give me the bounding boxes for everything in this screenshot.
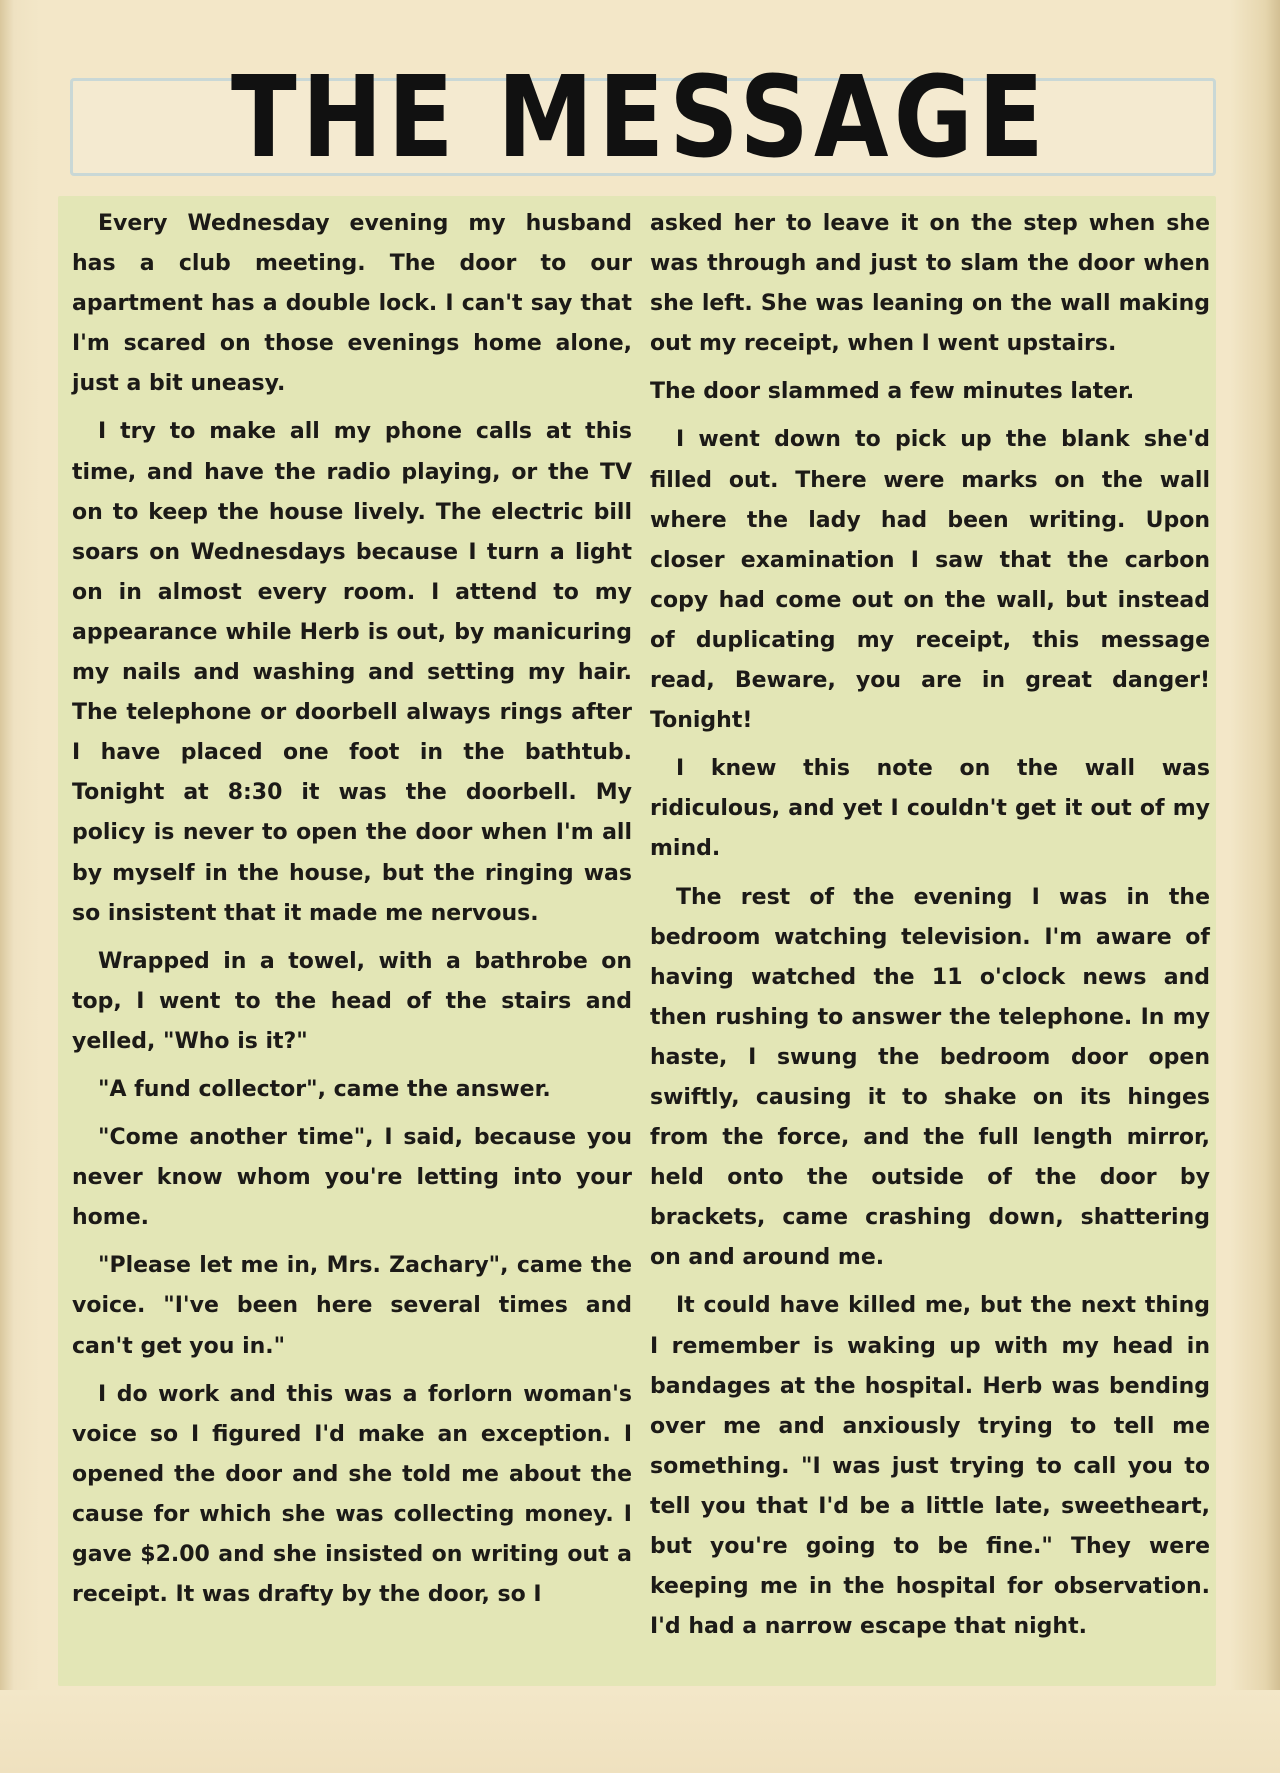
paragraph: "Come another time", I said, because you never know whom you're letting into your home. <box>72 1125 632 1231</box>
paragraph: I try to make all my phone calls at this time, and have the radio playing, or the TV on to keep the house lively. The electric bill soars on Wednesdays because I turn a light on in almost every room. I attend to my appearance while Herb is out, by manicuring my nails and washing and setting my hair. The telephone or doorbell always rings after I have placed one foot in the bathtub. Tonight at 8:30 it was the doorbell. My policy is never to open the door when I'm all by myself in the house, but the ringing was so insistent that it made me nervous. <box>72 419 632 926</box>
paragraph: "A fund collector", came the answer. <box>98 1076 551 1102</box>
left-column <box>72 204 632 1623</box>
paragraph: asked her to leave it on the step when she was through and just to slam the door when she left. She was leaning on the wall making out my receipt, when I went upstairs. <box>650 211 1210 357</box>
paragraph: I do work and this was a forlorn woman's voice so I figured I'd make an exception. I opened the door and she told me about the cause for which she was collecting money. I gave $2.00 and she insisted on writing out a receipt. It was drafty by the door, so I <box>72 1381 632 1608</box>
paragraph: It could have killed me, but the next thing I remember is waking up with my head in bandages at the hospital. Herb was bending over me and anxiously trying to tell me something. "I was just trying to call you to tell you that I'd be a little late, sweetheart, but you're going to be fine." They were keeping me in the hospital for observation. I'd had a narrow escape that night. <box>650 1293 1210 1640</box>
paragraph: Wrapped in a towel, with a bathrobe on top, I went to the head of the stairs and yelled, "Who is it?" <box>72 948 632 1054</box>
paragraph: "Please let me in, Mrs. Zachary", came the voice. "I've been here several times and can't get you in." <box>72 1253 632 1359</box>
right-column <box>650 204 1210 1655</box>
page-bottom-margin <box>0 1690 1280 1773</box>
paragraph: Every Wednesday evening my husband has a club meeting. The door to our apartment has a double lock. I can't say that I'm scared on those evenings home alone, just a bit uneasy. <box>72 211 632 397</box>
paragraph: I knew this note on the wall was ridiculous, and yet I couldn't get it out of my mind. <box>650 756 1210 862</box>
paragraph: The door slammed a few minutes later. <box>650 379 1135 405</box>
paragraph: I went down to pick up the blank she'd filled out. There were marks on the wall where the lady had been writing. Upon closer examination I saw that the carbon copy had come out on the wall, but instead of duplicating my receipt, this message read, Beware, you are in great danger! Tonight! <box>650 427 1210 734</box>
story-title: THE MESSAGE <box>231 53 1049 183</box>
paragraph: The rest of the evening I was in the bedroom watching television. I'm aware of having watched the 11 o'clock news and then rushing to answer the telephone. In my haste, I swung the bedroom door open swiftly, causing it to shake on its hinges from the force, and the full length mirror, held onto the outside of the door by brackets, came crashing down, shattering on and around me. <box>650 884 1210 1271</box>
story-body <box>72 204 1210 1674</box>
